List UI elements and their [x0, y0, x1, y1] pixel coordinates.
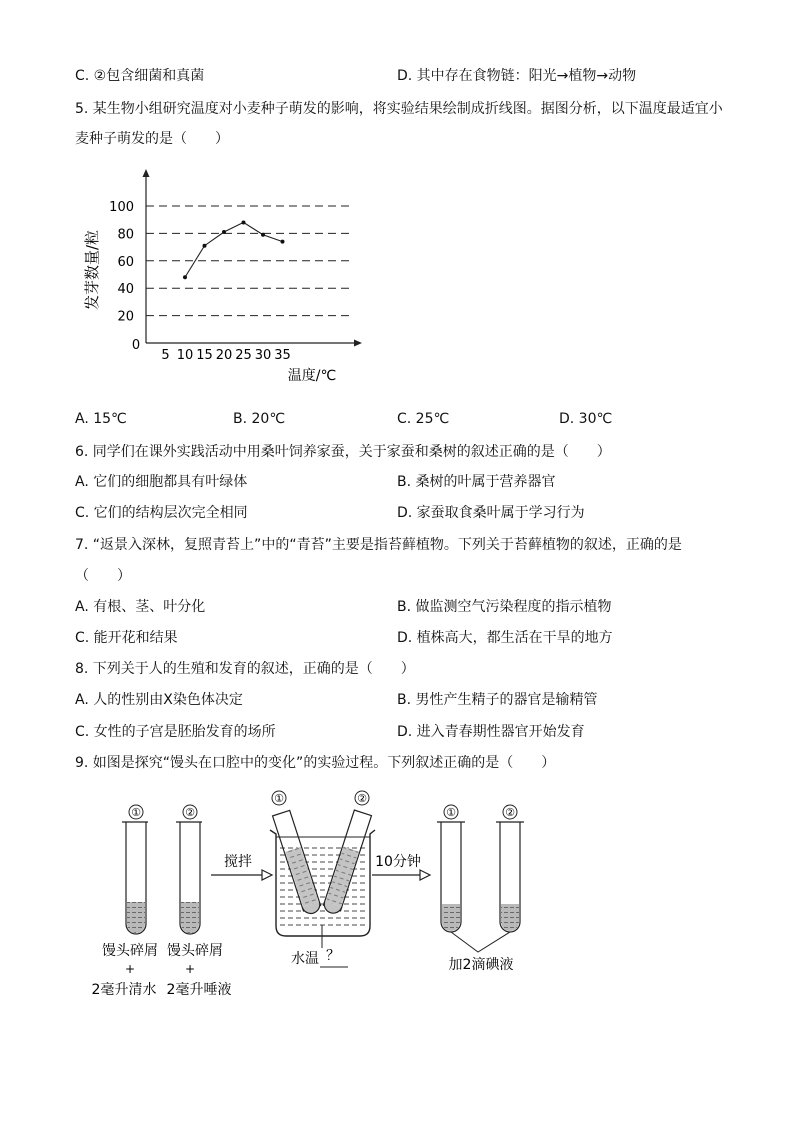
- q6-stem: 6. 同学们在课外实践活动中用桑叶饲养家蚕，关于家蚕和桑树的叙述正确的是（ ）: [75, 444, 611, 460]
- q8-stem: 8. 下列关于人的生殖和发育的叙述，正确的是（ ）: [75, 661, 415, 677]
- y-tick-label: 80: [117, 227, 134, 243]
- y-tick-label: 20: [117, 309, 134, 325]
- water-bath-beaker: [270, 791, 375, 948]
- q8-option-b: B. 男性产生精子的器官是输精管: [397, 692, 598, 708]
- q5-option-a: A. 15℃: [75, 411, 127, 427]
- tube-1-number: ①: [131, 806, 141, 819]
- data-point: [203, 244, 207, 248]
- water-temp-value: ？: [326, 948, 340, 964]
- final-tube-2-number: ②: [505, 806, 515, 819]
- q5-option-c: C. 25℃: [397, 411, 450, 427]
- tube-2-number: ②: [185, 806, 195, 819]
- bath-tube-1-number: ①: [274, 792, 284, 805]
- q5-line-chart: [75, 160, 385, 390]
- tube-2-content-2: +: [184, 962, 196, 976]
- x-axis-arrow: [354, 340, 362, 347]
- q7-stem-line2: （ ）: [75, 568, 131, 584]
- q6-option-a: A. 它们的细胞都具有叶绿体: [75, 474, 248, 490]
- data-point: [242, 220, 246, 224]
- y-tick-label: 40: [117, 282, 134, 298]
- q5-stem-line2: 麦种子萌发的是（ ）: [75, 131, 229, 147]
- arrow-ten-minutes: [372, 854, 430, 880]
- iodine-label: 加2滴碘液: [448, 957, 514, 973]
- q7-option-b: B. 做监测空气污染程度的指示植物: [397, 599, 612, 615]
- test-tube-2-in-bath: [322, 810, 372, 915]
- data-point: [222, 230, 226, 234]
- x-tick-label: 25: [235, 348, 252, 363]
- data-point: [183, 275, 187, 279]
- q8-option-a: A. 人的性别由X染色体决定: [75, 692, 243, 708]
- q7-stem-line1: 7. “返景入深林，复照青苔上”中的“青苔”主要是指苔藓植物。下列关于苔藓植物的叙述，正确的是: [75, 537, 682, 553]
- q7-option-a: A. 有根、茎、叶分化: [75, 599, 206, 615]
- x-axis-label: 温度/℃: [287, 368, 337, 384]
- x-tick-label: 0: [131, 338, 141, 353]
- q4-option-c: C. ②包含细菌和真菌: [75, 68, 205, 84]
- test-tube-2-initial: [176, 805, 202, 934]
- q6-option-b: B. 桑树的叶属于营养器官: [397, 474, 556, 490]
- bath-tube-2-number: ②: [357, 792, 367, 805]
- x-tick-label: 35: [274, 348, 291, 363]
- tube-1-content-1: 馒头碎屑: [102, 943, 158, 959]
- q9-experiment-diagram: [80, 785, 540, 1005]
- y-tick-label: 60: [117, 254, 134, 270]
- q5-stem-line1: 5. 某生物小组研究温度对小麦种子萌发的影响，将实验结果绘制成折线图。据图分析，以下温度最适宜小: [75, 101, 723, 117]
- q7-option-d: D. 植株高大，都生活在干旱的地方: [397, 630, 613, 646]
- tube-2-content-1: 馒头碎屑: [167, 943, 223, 959]
- arrow-stir: [211, 853, 272, 880]
- data-point: [261, 233, 265, 237]
- q8-option-d: D. 进入青春期性器官开始发育: [397, 724, 585, 740]
- arrow-ten-minutes-label: 10分钟: [375, 854, 421, 870]
- q5-option-b: B. 20℃: [233, 411, 286, 427]
- tube-1-content-2: +: [124, 962, 136, 976]
- x-tick-label: 15: [196, 348, 213, 363]
- y-tick-label: 100: [109, 200, 134, 215]
- data-point: [281, 240, 285, 244]
- test-tube-1-final: [437, 805, 465, 932]
- x-tick-label: 20: [215, 348, 233, 363]
- q7-option-c: C. 能开花和结果: [75, 630, 178, 646]
- tube-2-content-3: 2毫升唾液: [166, 982, 232, 998]
- q6-option-d: D. 家蚕取食桑叶属于学习行为: [397, 505, 585, 521]
- tube-1-content-3: 2毫升清水: [91, 982, 157, 998]
- test-tube-2-final: [496, 805, 524, 932]
- test-tube-1-in-bath: [273, 810, 323, 915]
- y-axis-label: 发芽数量/粒: [83, 229, 101, 311]
- q8-option-c: C. 女性的子宫是胚胎发育的场所: [75, 724, 276, 740]
- x-tick-label: 5: [161, 348, 170, 363]
- series-line: [185, 222, 283, 277]
- water-temp-label: 水温: [291, 951, 319, 967]
- x-tick-label: 30: [254, 348, 272, 363]
- test-tube-1-initial: [122, 805, 148, 934]
- q5-option-d: D. 30℃: [559, 411, 613, 427]
- x-tick-label: 10: [176, 348, 194, 363]
- final-tube-1-number: ①: [446, 806, 456, 819]
- y-axis-arrow: [143, 169, 150, 177]
- q4-option-d: D. 其中存在食物链：阳光→植物→动物: [397, 68, 637, 84]
- q9-stem: 9. 如图是探究“馒头在口腔中的变化”的实验过程。下列叙述正确的是（ ）: [75, 755, 556, 771]
- arrow-stir-label: 搅拌: [224, 854, 252, 870]
- q6-option-c: C. 它们的结构层次完全相同: [75, 505, 248, 521]
